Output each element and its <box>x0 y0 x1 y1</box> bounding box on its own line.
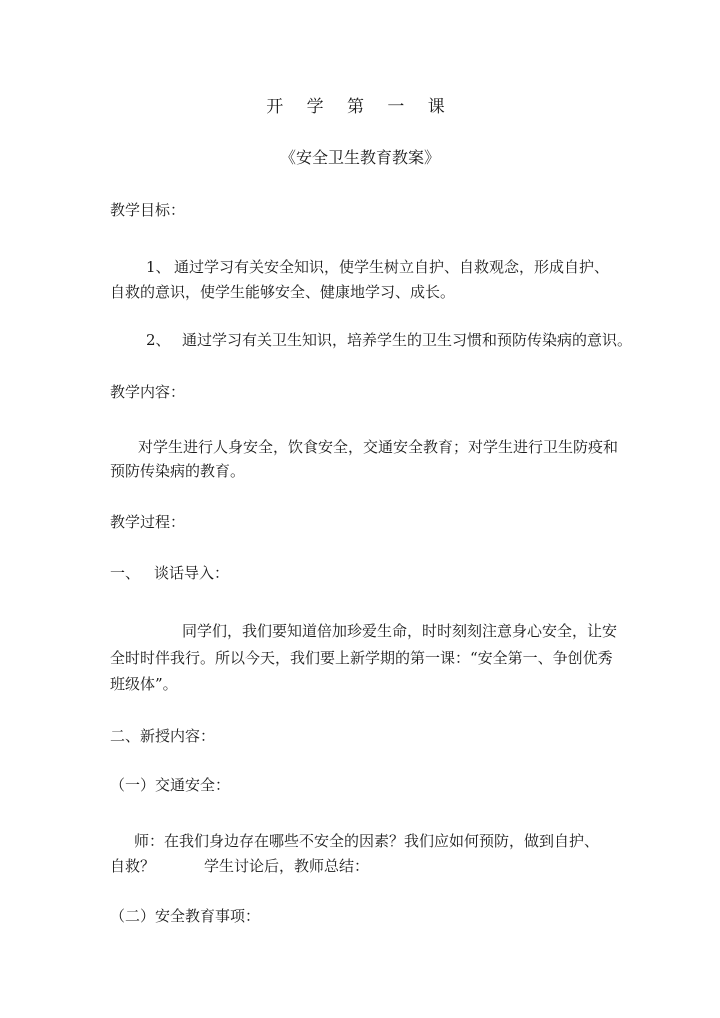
content-heading: 教学内容： <box>110 383 186 401</box>
goals-heading: 教学目标： <box>110 201 186 219</box>
teacher-question-line1: 师：在我们身边存在哪些不安全的因素？我们应如何预防，做到自护、 <box>134 832 600 850</box>
goal1-line2: 自救的意识，使学生能够安全、健康地学习、成长。 <box>110 283 456 301</box>
goal2-text: 通过学习有关卫生知识，培养学生的卫生习惯和预防传染病的意识。 <box>182 331 633 349</box>
goal2-number: 2、 <box>146 331 171 349</box>
goal1-line1: 通过学习有关安全知识，使学生树立自护、自救观念，形成自护、 <box>174 258 610 276</box>
section-traffic-safety: （一）交通安全： <box>110 776 231 794</box>
teacher-summary-note: 学生讨论后，教师总结： <box>204 857 370 875</box>
step1-heading: 谈话导入： <box>154 564 230 582</box>
page-subtitle: 《安全卫生教育教案》 <box>279 148 440 167</box>
process-heading: 教学过程： <box>110 513 186 531</box>
content-line2: 预防传染病的教育。 <box>110 462 246 480</box>
page-title: 开 学 第 一 课 <box>266 97 454 117</box>
intro-line1: 同学们，我们要知道倍加珍爱生命，时时刻刻注意身心安全，让安 <box>182 622 618 640</box>
section-safety-items: （二）安全教育事项： <box>110 907 261 925</box>
step2-heading: 二、新授内容： <box>110 727 216 745</box>
intro-line3: 班级体”。 <box>110 675 178 693</box>
intro-line2: 全时时伴我行。所以今天，我们要上新学期的第一课：“安全第一、争创优秀 <box>110 649 613 667</box>
content-line1: 对学生进行人身安全，饮食安全，交通安全教育；对学生进行卫生防疫和 <box>138 438 619 456</box>
step1-number: 一、 <box>110 564 141 582</box>
goal1-number: 1、 <box>146 258 171 276</box>
teacher-question-line2: 自救？ <box>110 857 156 875</box>
